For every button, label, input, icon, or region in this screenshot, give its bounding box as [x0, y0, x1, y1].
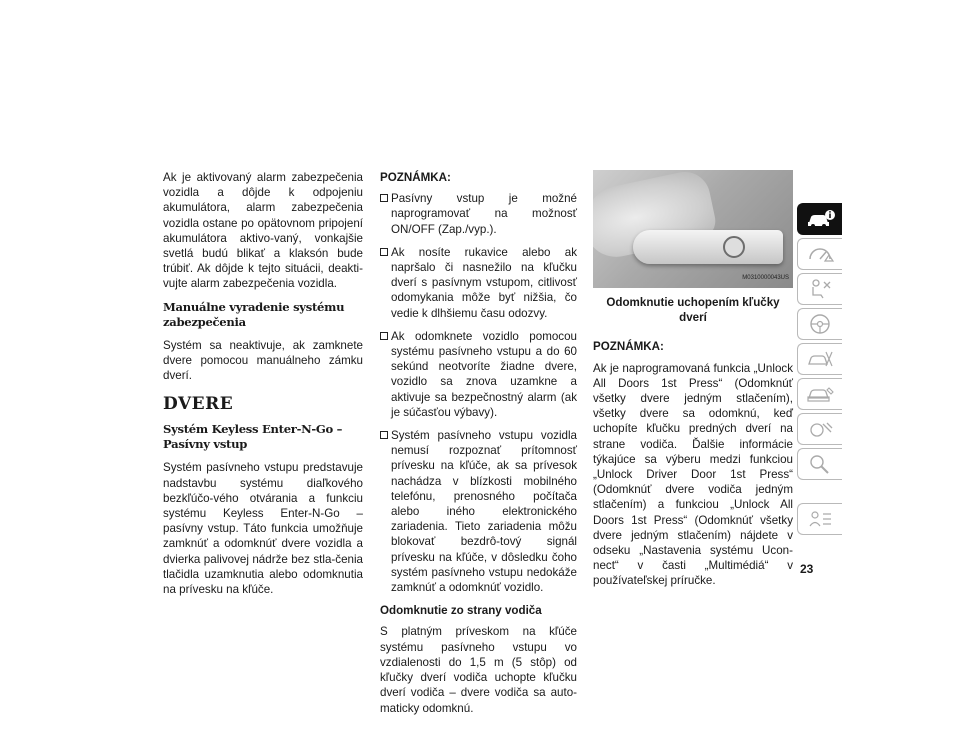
page-number: 23 [800, 562, 814, 576]
tab-emergency[interactable] [797, 343, 842, 375]
left-column [163, 170, 363, 605]
tab-safety[interactable] [797, 273, 842, 305]
index-icon [806, 508, 836, 530]
tab-tools[interactable] [797, 413, 842, 445]
car-service-icon [806, 383, 836, 405]
tools-icon [806, 418, 836, 440]
list-item: Pasívny vstup je možné naprogramovať na možnosť ON/OFF (Zap./vyp.). [380, 191, 577, 237]
manual-disarm-subheading: Manuálne vyradenie systému zabezpečenia [163, 299, 345, 329]
car-info-icon [806, 208, 836, 230]
middle-column [380, 170, 577, 724]
dashboard-warning-icon [806, 243, 836, 265]
note-heading: POZNÁMKA: [380, 171, 451, 184]
note-heading: POZNÁMKA: [593, 340, 664, 354]
image-code: M0310000043US [742, 274, 789, 281]
tab-index[interactable] [797, 503, 842, 535]
seat-safety-icon [806, 278, 836, 300]
tab-dashboard[interactable] [797, 238, 842, 270]
door-handle-shape [633, 230, 783, 264]
list-item: Ak odomknete vozidlo pomocou systému pasívneho vstupu a do 60 sekúnd neotvoríte žiadne dvere, vozidlo sa znova uzamkne a aktivuje sa bezpečnostný alarm (ak je súčasťou výbavy). [380, 329, 577, 420]
manual-disarm-paragraph: Systém sa neaktivuje, ak zamknete dvere pomocou manuálneho zámku dverí. [163, 338, 363, 383]
keyless-paragraph: Systém pasívneho vstupu predstavuje nadstavbu systému diaľkového bezkľúčo-vého otvárania a funkciu systému Keyless Enter-N-Go – pasívny vstup. Táto funkcia umožňuje zamknúť a odomknúť dvere vozidla a dvierka palivovej nádrže bez stla-čenia tlačidla uzamknutia alebo odomknutia na prívesku na kľúče. [163, 461, 363, 597]
alarm-paragraph: Ak je aktivovaný alarm zabezpečenia vozidla a dôjde k odpojeniu akumulátora, alarm zabezpečenia vozidla ostane po opätovnom pripojení akumulátora aktivo-vaný, vonkajšie svetlá budú blikať a klaksón bude trúbiť. Ak dôjde k tejto situácii, deakti-vujte alarm zabezpečenia vozidla. [163, 171, 363, 291]
magnifier-icon [806, 453, 836, 475]
note-bullet-list [380, 191, 577, 595]
right-column [593, 170, 793, 597]
driver-unlock-subheading: Odomknutie zo strany vodiča [380, 604, 542, 618]
lock-cylinder-shape [723, 236, 745, 258]
unlock-all-paragraph: Ak je naprogramovaná funkcia „Unlock All Doors 1st Press“ (Odomknúť všetky dvere jedným stlačením), všetky dvere sa odomknú, keď uchopíte kľučku predných dverí na strane vodiča. Ďalšie informácie týkajúce sa výberu medzi funkciou „Unlock Driver Door 1st Press“ (Odomknúť dvere vodiča jedným stlačením) a funkciou „Unlock All Doors 1st Press“ (Odomknúť všetky dvere jedným stlačením) nájdete v odseku „Nastavenia systému Ucon-nect“ v časti „Multimédiá“ v používateľskej príručke. [593, 361, 793, 588]
driver-unlock-paragraph: S platným príveskom na kľúče systému pasívneho vstupu vo vzdialenosti do 1,5 m (5 stôp) od kľučky dverí vodiča uchopte kľučku dverí vodiča – dvere vodiča sa auto-maticky odomknú. [380, 625, 577, 715]
image-caption: Odomknutie uchopením kľučky dverí [606, 296, 780, 325]
list-item: Ak nosíte rukavice alebo ak napršalo či nasnežilo na kľučku dverí s pasívnym vstupom, citlivosť odomykania môže byť nižšia, čo vedie k dlhšiemu času odozvy. [380, 245, 577, 321]
keyless-subheading: Systém Keyless Enter-N-Go – Pasívny vstup [163, 422, 343, 452]
tab-specifications[interactable] [797, 448, 842, 480]
car-crash-icon [806, 348, 836, 370]
list-item: Systém pasívneho vstupu vozidla nemusí rozpoznať prítomnosť prívesku na kľúče, ak sa prívesok nachádza v blízkosti mobilného telefónu, prenosného počítača alebo iného elektronického zariadenia. Tieto zariadenia môžu blokovať bezdrô-tový signál prívesku na kľúče, v dôsledku čoho systém pasívneho vstupu nedokáže zamknúť a odomknúť vozidlo. [380, 428, 577, 595]
tab-driving[interactable] [797, 308, 842, 340]
steering-wheel-icon [806, 313, 836, 335]
tab-service[interactable] [797, 378, 842, 410]
doors-heading: DVERE [163, 394, 234, 415]
tab-car-info[interactable] [797, 203, 842, 235]
door-handle-photo [593, 170, 793, 288]
